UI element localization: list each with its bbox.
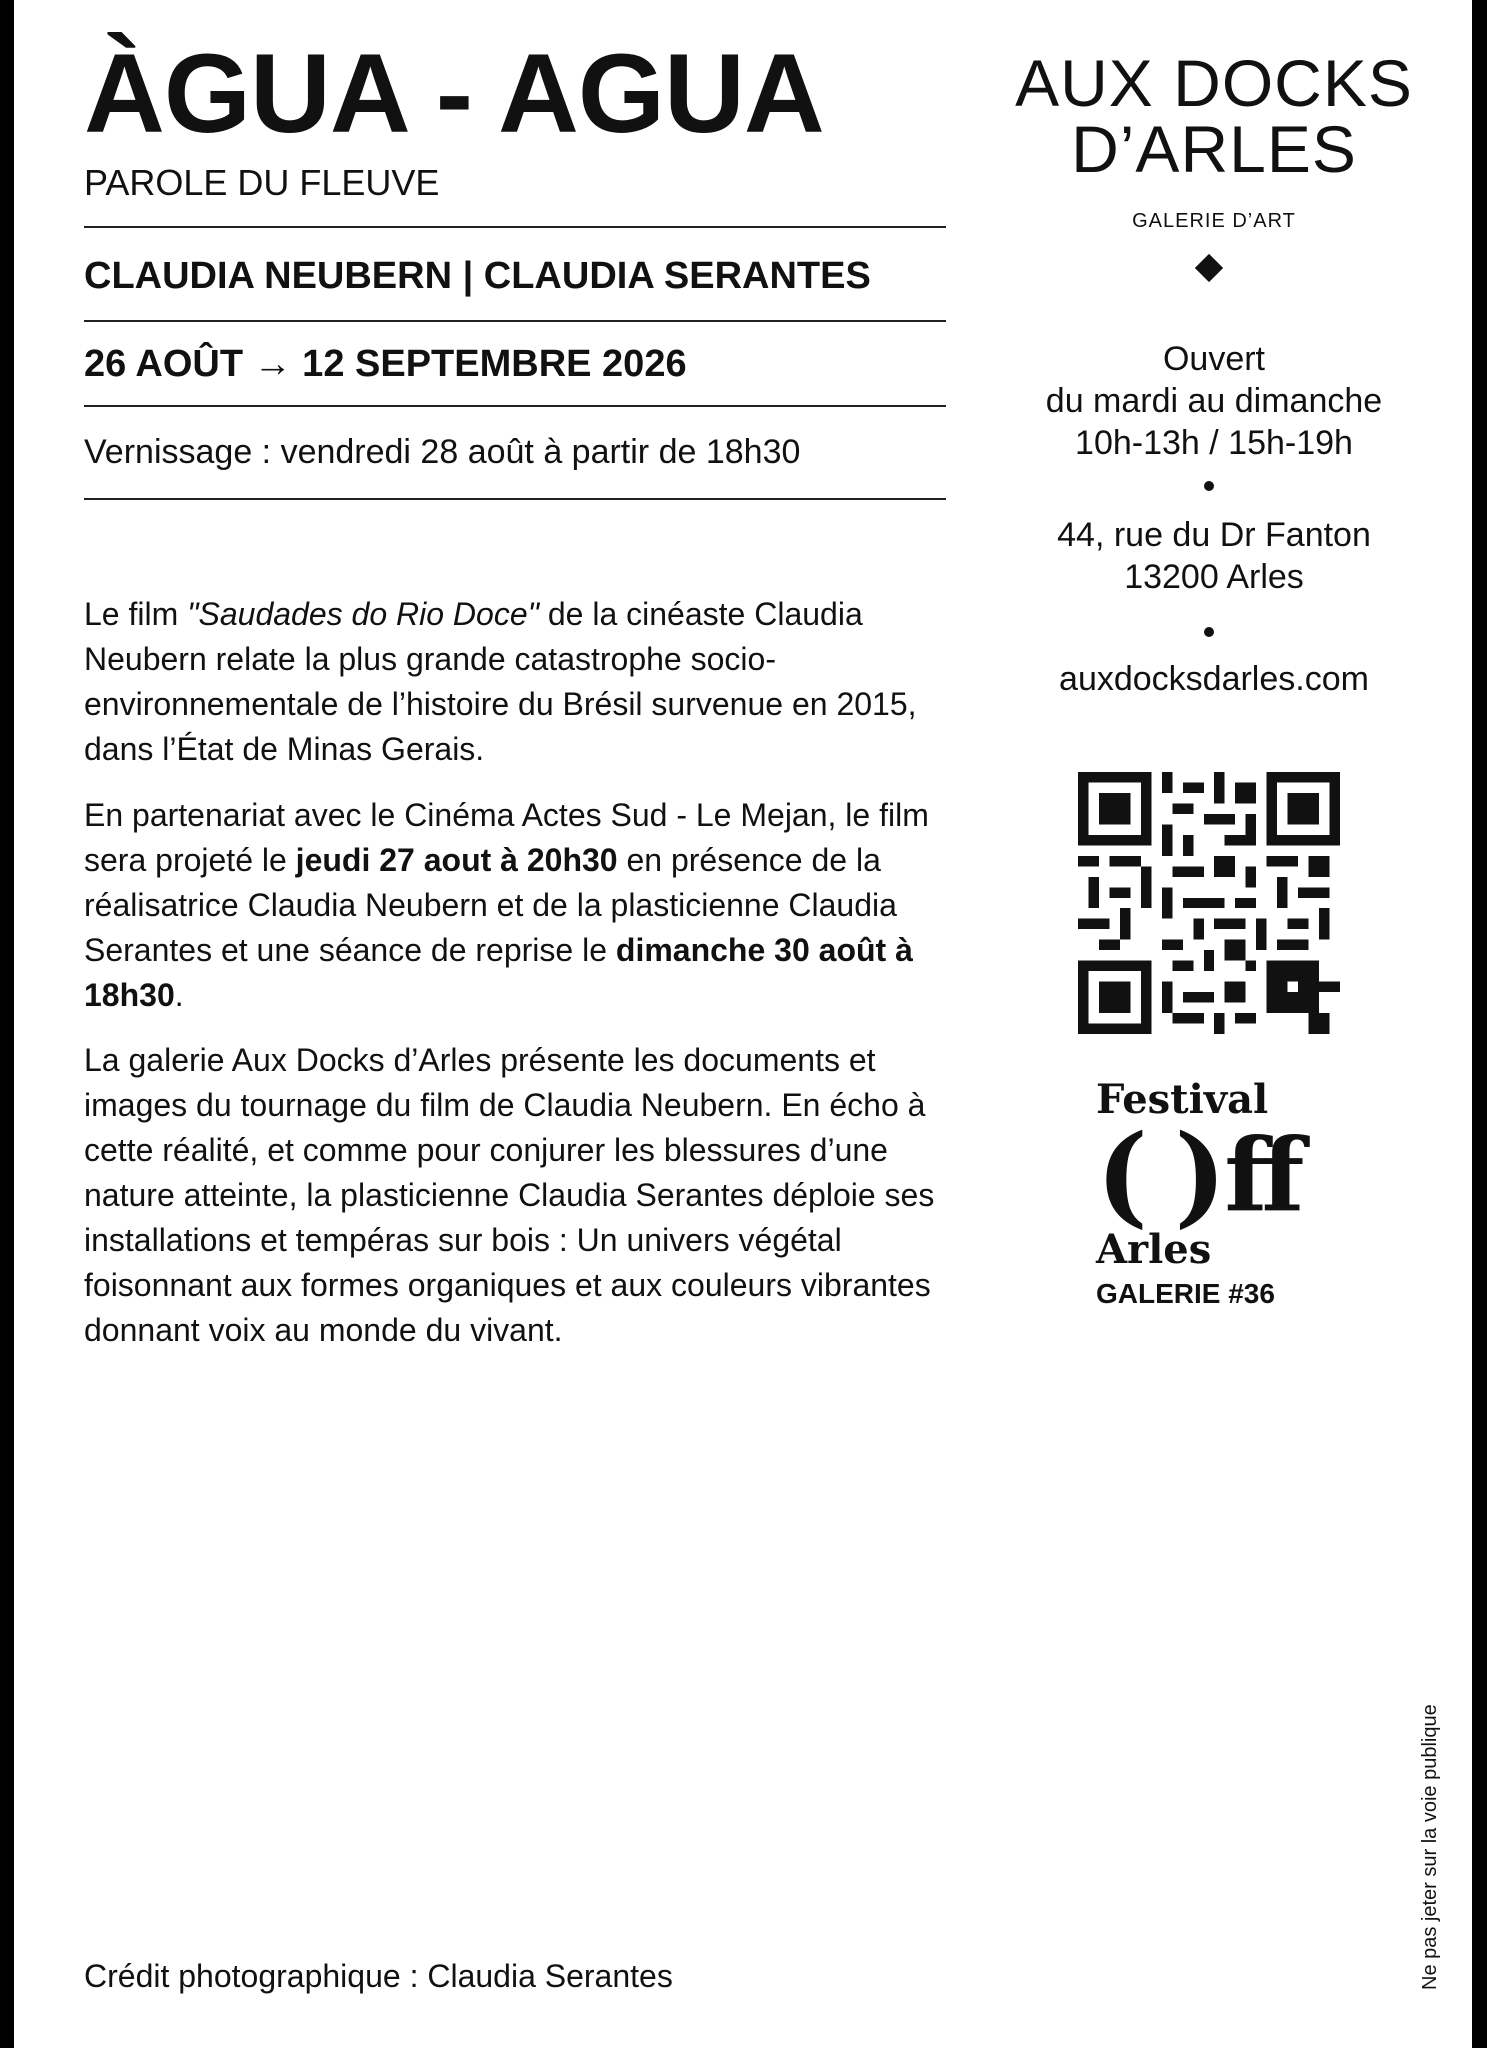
photo-credit: Crédit photographique : Claudia Serantes (84, 1958, 673, 1994)
website-link[interactable]: auxdocksdarles.com (1059, 660, 1369, 698)
screening-date-2: dimanche 30 août à 18h30 (84, 932, 913, 1013)
bullet-dot-icon (1204, 481, 1214, 491)
opening-hours: Ouvert du mardi au dimanche 10h-13h / 15h-19h (1045, 340, 1383, 462)
artists-line: CLAUDIA NEUBERN | CLAUDIA SERANTES (84, 255, 871, 297)
film-title: "Saudades do Rio Doce" (187, 596, 539, 632)
divider (84, 498, 946, 500)
qr-code-icon[interactable] (1078, 772, 1340, 1034)
gallery-subtitle: GALERIE D’ART (1132, 210, 1296, 232)
divider (84, 226, 946, 228)
flyer-card (14, 0, 1472, 2048)
gallery-logo: AUX DOCKS D’ARLES (1015, 46, 1413, 186)
disposal-notice: Ne pas jeter sur la voie publique (1419, 1704, 1441, 1990)
bullet-dot-icon (1204, 627, 1214, 637)
exhibition-title: ÀGUA - AGUA (84, 31, 824, 156)
screening-date-1: jeudi 27 aout à 20h30 (295, 842, 618, 878)
gallery-address: 44, rue du Dr Fanton 13200 Arles (1057, 516, 1371, 596)
festival-galerie-number: GALERIE #36 (1096, 1278, 1275, 1309)
vernissage-line: Vernissage : vendredi 28 août à partir de 18h30 (84, 433, 801, 471)
paragraph-gallery: La galerie Aux Docks d’Arles présente les documents et images du tournage du film de Claudia Neubern. En écho à cette réalité, et comme pour conjurer les blessures d’une nature atteinte, la plasticienne Claudia Serantes déploie ses installations et tempéras sur bois : Un univers végétal foisonnant aux formes organiques et aux couleurs vibrantes donnant voix au monde du vivant. (84, 1042, 935, 1348)
divider (84, 405, 946, 407)
exhibition-subtitle: PAROLE DU FLEUVE (84, 162, 440, 203)
exhibition-dates: 26 AOÛT → 12 SEPTEMBRE 2026 (84, 343, 687, 385)
festival-off-logo: Festival ( ) ff Arles (1096, 1076, 1299, 1273)
divider (84, 320, 946, 322)
paragraph-screening: En partenariat avec le Cinéma Actes Sud - Le Mejan, le film sera projeté le jeudi 27 aout à 20h30 en présence de la réalisatrice Claudia Neubern et de la plasticienne Claudia Serantes et une séance de reprise le dimanche 30 août à 18h30. (84, 797, 929, 1013)
diamond-icon (1195, 254, 1223, 282)
paragraph-film: Le film "Saudades do Rio Doce" de la cinéaste Claudia Neubern relate la plus grande catastrophe socio-environnementale de l’histoire du Brésil survenue en 2015, dans l’État de Minas Gerais. (84, 596, 917, 767)
